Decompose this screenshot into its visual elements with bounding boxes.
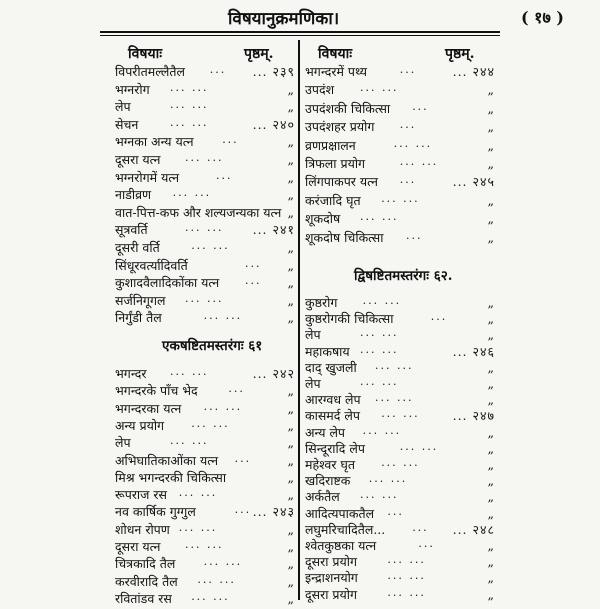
entry-page: „ <box>487 156 495 171</box>
entry-leader-dots: ... ... <box>185 151 224 164</box>
entry-topic: नव कार्षिक गुग्गुल <box>115 504 196 520</box>
entry-leader-dots: ... ... <box>191 416 230 430</box>
entry-leader-dots: ... ... <box>178 520 218 534</box>
entry-leader-dots: ... ... <box>203 309 243 323</box>
entry-topic: लेप <box>305 327 321 343</box>
entry-page: ... २४१ <box>252 222 295 238</box>
entry-leader-dots: ... ... <box>170 365 209 378</box>
entry-leader-dots: ... ... <box>185 538 224 551</box>
entry-leader-dots: ... <box>418 537 435 550</box>
entry-page: ... २३९ <box>252 64 295 79</box>
entry-page: „ <box>487 586 495 602</box>
entry-page: „ <box>487 192 495 208</box>
entry-page: „ <box>287 275 295 291</box>
entry-page: „ <box>487 119 495 135</box>
entry-topic: भगन्दरका यत्न <box>115 400 182 416</box>
entry-leader-dots: ... <box>430 310 448 324</box>
entry-page: „ <box>287 204 295 220</box>
entry-page: ... २४६ <box>452 343 495 359</box>
entry-leader-dots: ... ... <box>170 80 209 94</box>
entry-leader-dots: ... ... <box>360 326 399 340</box>
entry-leader-dots: ... ... <box>399 155 439 168</box>
entry-leader-dots: ... ... <box>387 569 426 583</box>
entry-page: „ <box>287 452 295 468</box>
entry-leader-dots: ... ... <box>191 239 230 252</box>
entry-page: „ <box>287 81 295 97</box>
entry-page: ... २४५ <box>452 174 495 190</box>
entry-page: „ <box>487 554 495 570</box>
left-topic-header: विषयाः <box>128 46 163 62</box>
entry-leader-dots: ... <box>399 173 417 187</box>
index-entry <box>305 228 495 248</box>
entry-page: ... २४४ <box>452 64 495 79</box>
entry-leader-dots: ... ... <box>368 472 408 486</box>
entry-leader-dots: ... ... <box>172 186 212 200</box>
entry-topic: मिश्र भगन्दरकी चिकित्सा <box>115 469 227 485</box>
entry-topic: करंजादि घृत <box>305 192 361 208</box>
index-entry <box>115 308 295 328</box>
entry-leader-dots: ... <box>412 99 429 113</box>
entry-page: „ <box>487 392 495 408</box>
entry-leader-dots: ... <box>234 451 252 465</box>
entry-page: „ <box>487 82 495 98</box>
entry-topic: महेश्वर घृत <box>305 457 355 472</box>
entry-page: „ <box>287 590 295 606</box>
entry-topic: विपरीतमल्लैतैल <box>115 64 185 79</box>
entry-leader-dots: ... ... <box>178 486 218 500</box>
entry-page: „ <box>287 539 295 554</box>
entry-page: ... २४७ <box>452 408 495 424</box>
entry-page: „ <box>487 376 495 391</box>
entry-page: ... २४३ <box>252 504 295 520</box>
right-section-title: द्विषष्टितमस्तरंगः ६२. <box>354 268 453 284</box>
entry-page: „ <box>287 556 295 572</box>
entry-topic: दूसरा प्रयोग <box>305 586 358 602</box>
entry-leader-dots: ... ... <box>360 210 399 224</box>
entry-page: „ <box>487 457 495 472</box>
page-number: ( १७ ) <box>521 8 564 27</box>
entry-leader-dots: ... ... <box>381 456 420 469</box>
entry-page: „ <box>287 435 295 451</box>
entry-leader-dots: ... ... <box>375 391 414 405</box>
entry-leader-dots: ... <box>245 256 262 270</box>
entry-topic: लेप <box>115 435 131 451</box>
entry-leader-dots: ... ... <box>360 375 399 388</box>
index-entry <box>305 80 495 100</box>
entry-topic: दूसरा प्रयोग <box>305 554 358 570</box>
entry-page: ... २४२ <box>252 366 295 381</box>
entry-leader-dots: ... ... <box>360 342 399 356</box>
right-topic-header: विषयाः <box>318 46 353 62</box>
entry-page: „ <box>487 100 495 116</box>
entry-leader-dots: ... <box>228 382 245 396</box>
entry-leader-dots: ... <box>399 63 417 76</box>
entry-topic: उपदंशहर प्रयोग <box>305 119 375 135</box>
entry-leader-dots: ... <box>209 63 227 76</box>
entry-topic: आरग्वध लेप <box>305 392 361 408</box>
entry-topic: लघुमरिचादितैल... <box>305 521 386 537</box>
entry-topic: सिंधूरवर्त्यादिवर्ति <box>115 257 188 273</box>
entry-page: „ <box>287 573 295 589</box>
entry-topic: अन्य लेप <box>305 424 346 440</box>
index-entry <box>305 62 495 82</box>
entry-leader-dots: ... ... <box>197 572 236 586</box>
entry-topic: सूत्रवर्ति <box>115 222 148 238</box>
entry-leader-dots: ... <box>245 274 262 288</box>
entry-leader-dots: ... ... <box>170 98 209 112</box>
entry-page: „ <box>487 327 495 343</box>
entry-page: „ <box>487 229 495 245</box>
entry-leader-dots: ... <box>406 228 423 242</box>
entry-page: „ <box>287 521 295 537</box>
entry-leader-dots: ... ... <box>170 434 209 448</box>
entry-topic: करवीरादि तैल <box>115 573 178 589</box>
entry-topic: सिन्दूरादि लेप <box>305 440 365 456</box>
entry-leader-dots: ... ... <box>362 423 402 437</box>
entry-topic: लेप <box>305 376 321 391</box>
entry-page: „ <box>487 538 495 553</box>
entry-leader-dots: ... ... <box>185 221 224 235</box>
entry-topic: सर्जनिगूगल <box>115 292 166 308</box>
entry-leader-dots: ... ... <box>362 294 402 307</box>
entry-topic: कुष्ठरोगकी चिकित्सा <box>305 311 394 327</box>
entry-page: „ <box>487 211 495 227</box>
index-entry <box>305 209 495 229</box>
entry-leader-dots: ... ... <box>381 191 420 205</box>
entry-topic: उपदंश <box>305 82 335 98</box>
entry-topic: उपदंशकी चिकित्सा <box>305 100 391 116</box>
entry-page: „ <box>287 292 295 308</box>
entry-topic: भग्नका अन्य यत्न <box>115 134 194 150</box>
index-entry <box>305 585 495 605</box>
entry-leader-dots: ... ... <box>360 81 399 95</box>
entry-topic: रवितांडव रस <box>115 590 172 606</box>
entry-page: „ <box>487 359 495 375</box>
entry-leader-dots: ... ... <box>360 488 399 502</box>
left-section-title: एकषष्टितमस्तरंगः ६१ <box>162 338 263 354</box>
entry-topic: भग्नरोग <box>115 81 150 97</box>
entry-leader-dots: ... ... <box>203 555 243 569</box>
entry-leader-dots: ... ... <box>170 115 209 129</box>
entry-topic: चित्रकादि तैल <box>115 556 176 572</box>
entry-topic: निर्गुंडी तैल <box>115 310 162 326</box>
page-header <box>0 0 600 40</box>
entry-page: „ <box>487 473 495 489</box>
entry-leader-dots: ... ... <box>399 439 439 453</box>
entry-page: „ <box>487 424 495 440</box>
entry-topic: खदिराष्टक <box>305 473 351 489</box>
entry-topic: भगन्दरके पाँच भेद <box>115 383 198 399</box>
entry-topic: आदित्यपाकतैल <box>305 505 375 521</box>
entry-topic: अभिघातिकाओंका यत्न <box>115 452 219 468</box>
entry-leader-dots: ... <box>399 118 417 132</box>
header-rule-thin <box>100 35 500 36</box>
entry-page: „ <box>487 570 495 586</box>
entry-topic: रूपराज रस <box>115 487 167 503</box>
entry-leader-dots: ... ... <box>387 553 426 567</box>
entry-topic: कासमर्द लेप <box>305 408 360 424</box>
entry-page: „ <box>287 257 295 273</box>
entry-page: „ <box>287 400 295 416</box>
entry-leader-dots: ... ... <box>387 585 426 599</box>
entry-page: „ <box>287 152 295 167</box>
entry-page: ... २४८ <box>452 521 495 537</box>
entry-leader-dots: ... <box>222 133 239 147</box>
entry-page: „ <box>487 505 495 521</box>
right-page-header: पृष्ठम्. <box>445 46 475 62</box>
entry-topic: दाद् खुजली <box>305 359 357 375</box>
entry-topic: दूसरा यत्न <box>115 539 161 554</box>
entry-leader-dots: ... ... <box>203 399 243 413</box>
entry-topic: भगन्दरमें पथ्य <box>305 64 368 79</box>
entry-topic: भगन्दर <box>115 366 147 381</box>
entry-topic: सेचन <box>115 116 139 132</box>
entry-page: „ <box>287 383 295 399</box>
entry-page: „ <box>287 240 295 255</box>
entry-page: „ <box>287 310 295 326</box>
entry-leader-dots: ... <box>216 168 233 182</box>
entry-leader-dots: ... <box>234 503 252 517</box>
entry-topic: वात-पित्त-कफ और शल्यजन्यका यत्न <box>115 204 282 220</box>
entry-page: „ <box>487 295 495 310</box>
entry-page: ... २४० <box>252 116 295 132</box>
entry-page: „ <box>287 187 295 203</box>
column-divider <box>298 40 300 600</box>
page-title: विषयानुक्रमणिका। <box>228 9 340 29</box>
entry-topic: व्रणप्रक्षालन <box>305 137 356 153</box>
entry-leader-dots: ... ... <box>393 136 433 150</box>
entry-topic: शोधन रोपण <box>115 521 170 537</box>
entry-topic: लेप <box>115 99 131 115</box>
entry-leader-dots: ... ... <box>185 291 224 305</box>
entry-topic: कुशादवैलादिकोंका यत्न <box>115 275 220 291</box>
entry-page: „ <box>287 99 295 115</box>
entry-page: „ <box>287 487 295 503</box>
entry-topic: इन्द्राशनयोग <box>305 570 358 586</box>
entry-page: „ <box>287 417 295 433</box>
entry-topic: शूकदोष <box>305 211 341 227</box>
entry-page: „ <box>487 311 495 327</box>
entry-topic: त्रिफला प्रयोग <box>305 156 366 171</box>
entry-leader-dots: ... <box>412 520 429 534</box>
left-page-header: पृष्ठम्. <box>244 46 274 62</box>
entry-leader-dots: ... ... <box>381 407 420 421</box>
entry-topic: श्वेतकुष्ठका यत्न <box>305 538 377 553</box>
entry-topic: दूसरा यत्न <box>115 152 161 167</box>
header-rule <box>100 31 500 33</box>
entry-topic: कुष्ठरोग <box>305 295 338 310</box>
entry-topic: शूकदोष चिकित्सा <box>305 229 384 245</box>
entry-leader-dots: ... ... <box>375 358 414 372</box>
entry-topic: अन्य प्रयोग <box>115 417 165 433</box>
entry-page: „ <box>287 134 295 150</box>
entry-page: „ <box>487 137 495 153</box>
entry-page: „ <box>487 440 495 456</box>
entry-page: „ <box>287 469 295 485</box>
entry-topic: नाडीव्रण <box>115 187 152 203</box>
entry-leader-dots: ... ... <box>191 589 230 603</box>
index-entry <box>115 589 295 609</box>
entry-leader-dots: ... <box>387 504 404 518</box>
entry-page: „ <box>287 169 295 185</box>
index-entry <box>305 191 495 211</box>
entry-topic: भग्नरोगमें यत्न <box>115 169 180 185</box>
entry-topic: लिंगपाकपर यत्न <box>305 174 378 190</box>
entry-topic: महाकषाय <box>305 343 350 359</box>
entry-topic: अर्कतैल <box>305 489 340 505</box>
entry-page: „ <box>487 489 495 505</box>
entry-topic: दूसरी वर्ति <box>115 240 160 255</box>
